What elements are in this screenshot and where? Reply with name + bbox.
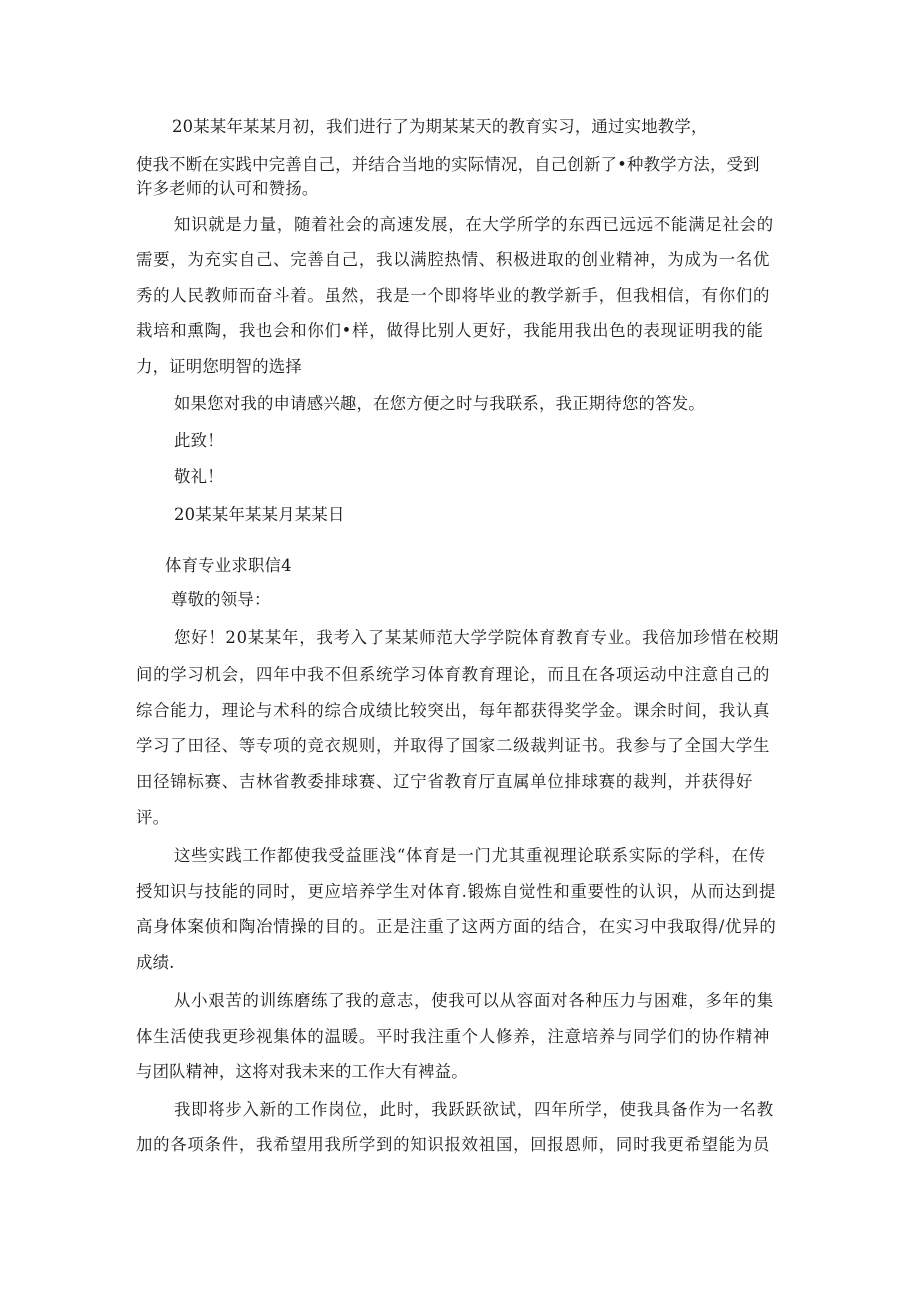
text-line: 这些实践工作都使我受益匪浅“体育是一门尤其重视理论联系实际的学科，在传 <box>174 846 766 865</box>
text-line: 田径锦标赛、吉林省教委排球赛、辽宁省教育厅直属单位排球赛的裁判，并获得好 <box>136 772 754 791</box>
greeting-line: 尊敬的领导： <box>171 590 271 609</box>
text-line: 从小艰苦的训练磨练了我的意志，使我可以从容面对各种压力与困难，多年的集 <box>174 991 774 1010</box>
text-line: 评。 <box>136 808 170 827</box>
text-line: 加的各项条件，我希望用我所学到的知识报效祖国，回报恩师，同时我更希望能为员 <box>136 1135 771 1154</box>
text-line: 间的学习机会，四年中我不但系统学习体育教育理论，而且在各项运动中注意自己的 <box>136 665 771 684</box>
section-title: 体育专业求职信4 <box>165 556 292 575</box>
text-line: 知识就是力量，随着社会的高速发展，在大学所学的东西已远远不能满足社会的 <box>174 215 774 234</box>
text-line: 20某某年某某月初，我们进行了为期某某天的教育实习，通过实地教学， <box>172 117 708 136</box>
closing-line: 此致！ <box>174 431 224 450</box>
text-line: 高身体案侦和陶冶情操的目的。正是注重了这两方面的结合，在实习中我取得/优异的 <box>136 917 777 936</box>
text-line: 需要，为充实自己、完善自己，我以满腔热情、积极进取的创业精神，为成为一名优 <box>136 250 771 269</box>
text-line: 体生活使我更珍视集体的温暖。平时我注重个人修养，注意培养与同学们的协作精神 <box>136 1027 771 1046</box>
text-line: 综合能力，理论与术科的综合成绩比较突出，每年都获得奖学金。课余时间，我认真 <box>136 701 771 720</box>
text-line: 如果您对我的申请感兴趣，在您方便之时与我联系，我正期待您的答发。 <box>174 394 705 413</box>
text-line: 成绩. <box>136 953 175 972</box>
date-line: 20某某年某某月某某日 <box>174 505 345 524</box>
text-line: 授知识与技能的同时，更应培养学生对体育.锻炼自觉性和重要性的认识，从而达到提 <box>136 882 777 901</box>
text-line: 学习了田径、等专项的竞衣规则，并取得了国家二级裁判证书。我参与了全国大学生 <box>136 736 771 755</box>
text-line: 力，证明您明智的选择 <box>136 357 302 376</box>
text-line: 我即将步入新的工作岗位，此时，我跃跃欲试，四年所学，使我具备作为一名教 <box>174 1100 774 1119</box>
text-line: 您好！20某某年，我考入了某某师范大学学院体育教育专业。我倍加珍惜在校期 <box>174 628 780 647</box>
text-line: 与团队精神，这将对我未来的工作大有裨益。 <box>136 1062 468 1081</box>
text-line: 栽培和熏陶，我也会和你们•样，做得比别人更好，我能用我出色的表现证明我的能 <box>136 321 764 340</box>
text-line: 许多老师的认可和赞扬。 <box>136 179 319 198</box>
text-line: 使我不断在实践中完善自己，并结合当地的实际情况，自己创新了•种教学方法，受到 <box>136 155 760 174</box>
text-line: 秀的人民教师而奋斗着。虽然，我是一个即将毕业的教学新手，但我相信，有你们的 <box>136 286 771 305</box>
salutation-line: 敬礼！ <box>174 467 224 486</box>
